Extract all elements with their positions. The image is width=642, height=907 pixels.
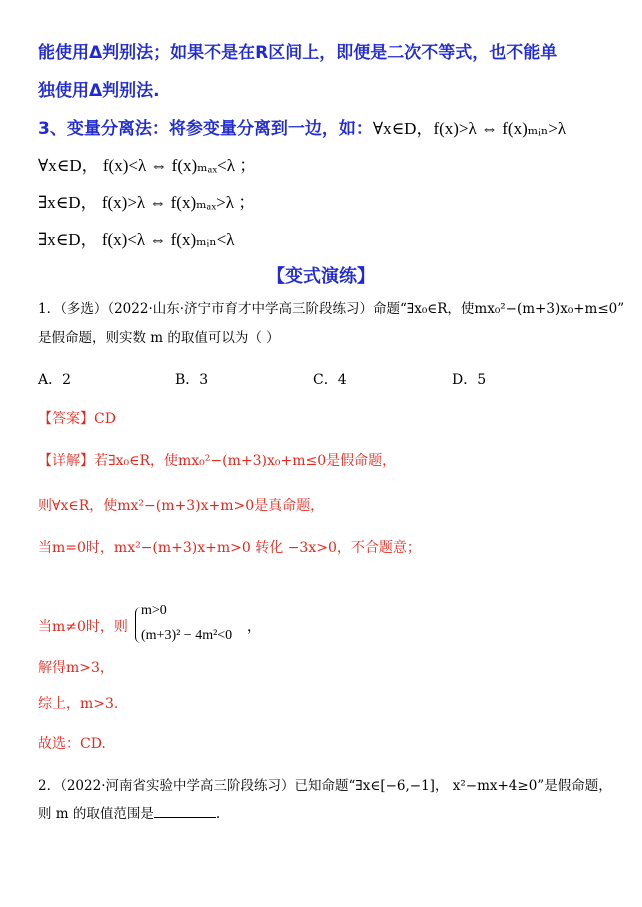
q1-option-a: A．2 [38,372,72,388]
q1-stem-line2: 是假命题，则实数 m 的取值可以为（ ） [38,330,280,346]
method3-rule-2: ∃x∈D， f(x)>λ ⇔ f(x)ₘₐₓ>λ ； [38,193,256,212]
q2-stem-line1: 2．（2022·河南省实验中学高三阶段练习）已知命题“∃x∈[−6,−1]， x²−mx+4≥0”是假命题， [38,778,612,794]
method3-rule-3: ∃x∈D， f(x)<λ ⇔ f(x)ₘᵢₙ<λ [38,230,235,249]
method3-heading-text: 3、变量分离法：将参变量分离到一边，如： [38,119,373,139]
q1-option-d: D．5 [452,372,487,388]
q1-detail-3: 当m=0时，mx²−(m+3)x+m>0 转化 −3x>0，不合题意； [38,540,421,556]
q1-detail-5: 解得m>3， [38,660,114,676]
section-title: 【变式演练】 [267,266,375,287]
method-intro-line1: 能使用Δ判别法；如果不是在R区间上，即便是二次不等式，也不能单 [38,43,558,63]
q1-detail-7: 故选：CD. [38,736,106,752]
q1-detail-6: 综上，m>3. [38,696,119,712]
q1-detail-2: 则∀x∈R，使mx²−(m+3)x+m>0是真命题， [38,498,325,514]
method3-heading [38,114,566,139]
method-intro-line2: 独使用Δ判别法. [38,81,160,101]
system-row-1: m>0 [141,603,167,618]
q1-stem-line1: 1．（多选）（2022·山东·济宁市育才中学高三阶段练习）命题“∃x₀∈R，使mx₀²−(m+3)x₀+m≤0” [38,301,625,317]
q1-detail-1: 【详解】若∃x₀∈R，使mx₀²−(m+3)x₀+m≤0是假命题， [38,453,397,469]
q1-option-b: B．3 [175,372,209,388]
method3-heading-math: ∀x∈D，f(x)>λ ⇔ f(x)ₘᵢₙ>λ [372,119,567,138]
system-comma: ， [247,620,261,635]
method3-rule-1: ∀x∈D， f(x)<λ ⇔ f(x)ₘₐₓ<λ ； [38,156,257,175]
q1-detail-4: 当m≠0时，则 [38,619,128,635]
q1-option-c: C．4 [313,372,347,388]
q2-stem-suffix: . [215,806,221,822]
q2-stem-line2 [38,802,220,822]
system-row-2: (m+3)² − 4m²<0 [141,628,233,643]
q1-answer: 【答案】CD [38,411,116,427]
q2-stem-prefix: 则 m 的取值范围是 [38,806,154,822]
q2-answer-blank[interactable] [154,803,216,818]
